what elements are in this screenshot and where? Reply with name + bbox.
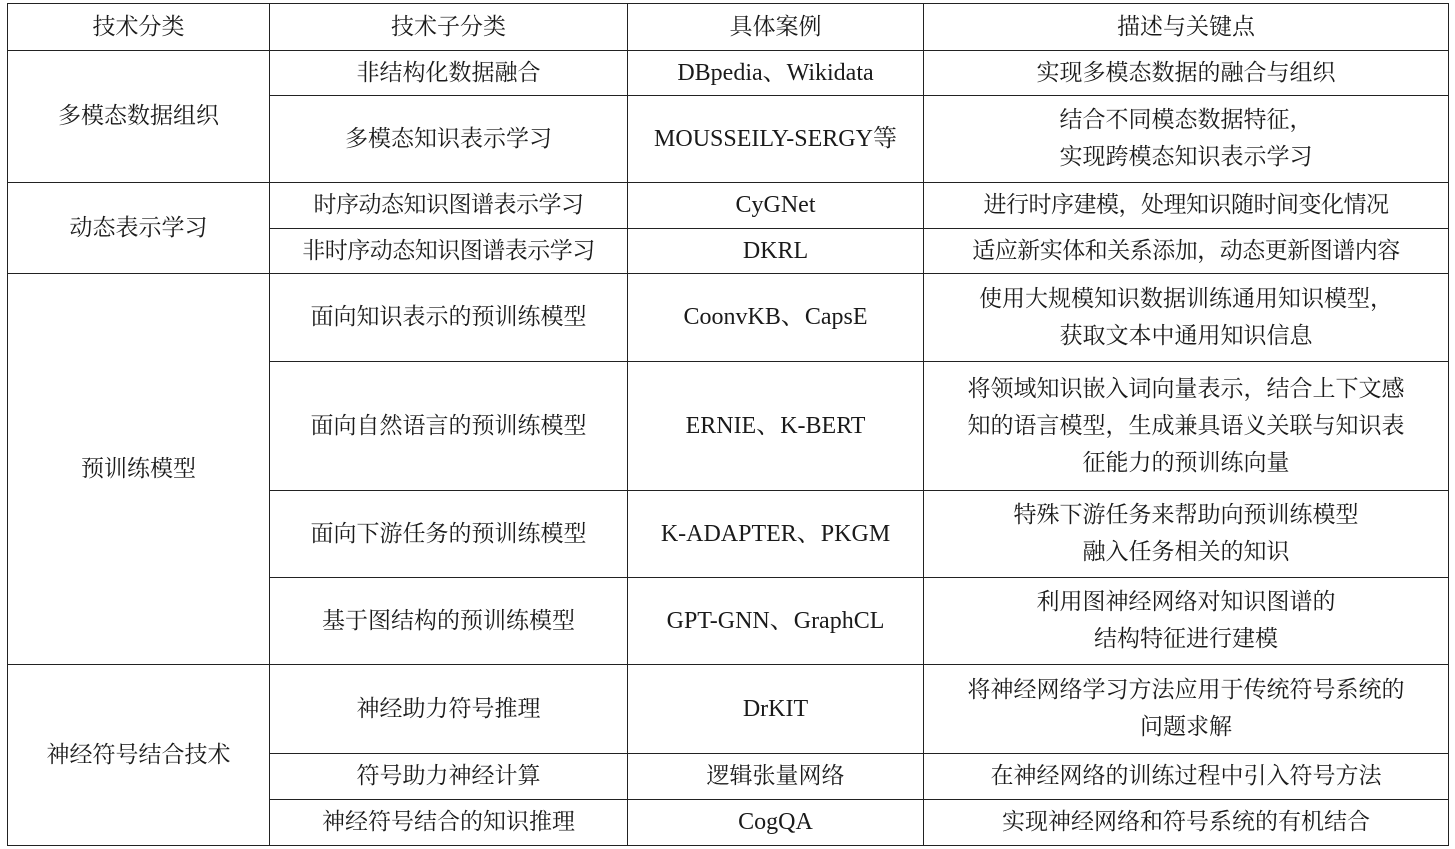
description-line: 结合不同模态数据特征， [1059,107,1313,133]
description-line: 进行时序建模，处理知识随时间变化情况 [983,192,1389,218]
header-case: 具体案例 [628,4,924,51]
description-line: 适应新实体和关系添加，动态更新图谱内容 [972,237,1400,264]
description-cell [924,800,1449,846]
description-cell [924,665,1449,754]
header-description: 描述与关键点 [924,4,1449,51]
case-cell: CoonvKB、CapsE [628,274,924,362]
subcategory-cell: 神经助力符号推理 [270,665,628,754]
description-line: 实现跨模态知识表示学习 [1059,144,1313,170]
description-cell [924,51,1449,96]
case-cell: DrKIT [628,665,924,754]
case-cell: K-ADAPTER、PKGM [628,491,924,578]
description-cell [924,491,1449,578]
description-line: 知的语言模型，生成兼具语义关联与知识表 [967,412,1405,439]
description-line: 将神经网络学习方法应用于传统符号系统的 [967,677,1405,703]
description-cell [924,183,1449,229]
subcategory-cell: 面向知识表示的预训练模型 [270,274,628,362]
description-line: 利用图神经网络对知识图谱的 [1036,589,1336,615]
subcategory-cell: 时序动态知识图谱表示学习 [270,183,628,229]
description-cell [924,274,1449,362]
description-cell [924,229,1449,274]
case-cell: DBpedia、Wikidata [628,51,924,96]
subcategory-cell: 神经符号结合的知识推理 [270,800,628,846]
subcategory-cell: 基于图结构的预训练模型 [270,578,628,665]
case-cell: DKRL [628,229,924,274]
header-row [8,4,1449,51]
case-cell: MOUSSEILY-SERGY等 [628,96,924,183]
category-cell: 预训练模型 [8,274,270,665]
subcategory-cell: 面向自然语言的预训练模型 [270,362,628,491]
category-cell: 神经符号结合技术 [8,665,270,846]
case-cell: ERNIE、K-BERT [628,362,924,491]
knowledge-graph-tech-table [7,3,1449,846]
description-cell [924,578,1449,665]
header-subcategory: 技术子分类 [270,4,628,51]
subcategory-cell: 非结构化数据融合 [270,51,628,96]
description-line: 实现神经网络和符号系统的有机结合 [1002,809,1370,835]
description-line: 问题求解 [1140,714,1232,740]
header-category: 技术分类 [8,4,270,51]
case-cell: GPT-GNN、GraphCL [628,578,924,665]
description-line: 实现多模态数据的融合与组织 [1036,59,1336,86]
table-row [8,183,1449,229]
description-line: 在神经网络的训练过程中引入符号方法 [990,763,1382,789]
case-cell: CogQA [628,800,924,846]
description-line: 特殊下游任务来帮助向预训练模型 [1013,502,1359,528]
case-cell: CyGNet [628,183,924,229]
description-line: 结构特征进行建模 [1094,626,1278,652]
description-cell [924,96,1449,183]
subcategory-cell: 非时序动态知识图谱表示学习 [270,229,628,274]
category-cell: 动态表示学习 [8,183,270,274]
description-cell [924,754,1449,800]
case-cell: 逻辑张量网络 [628,754,924,800]
table-row [8,665,1449,754]
subcategory-cell: 多模态知识表示学习 [270,96,628,183]
table-row [8,51,1449,96]
description-line: 获取文本中通用知识信息 [1059,322,1313,349]
description-line: 使用大规模知识数据训练通用知识模型， [979,285,1393,312]
category-cell: 多模态数据组织 [8,51,270,183]
description-line: 将领域知识嵌入词向量表示，结合上下文感 [967,375,1405,402]
table-row [8,274,1449,362]
description-cell [924,362,1449,491]
subcategory-cell: 面向下游任务的预训练模型 [270,491,628,578]
description-line: 征能力的预训练向量 [1082,449,1290,476]
description-line: 融入任务相关的知识 [1082,539,1290,565]
subcategory-cell: 符号助力神经计算 [270,754,628,800]
